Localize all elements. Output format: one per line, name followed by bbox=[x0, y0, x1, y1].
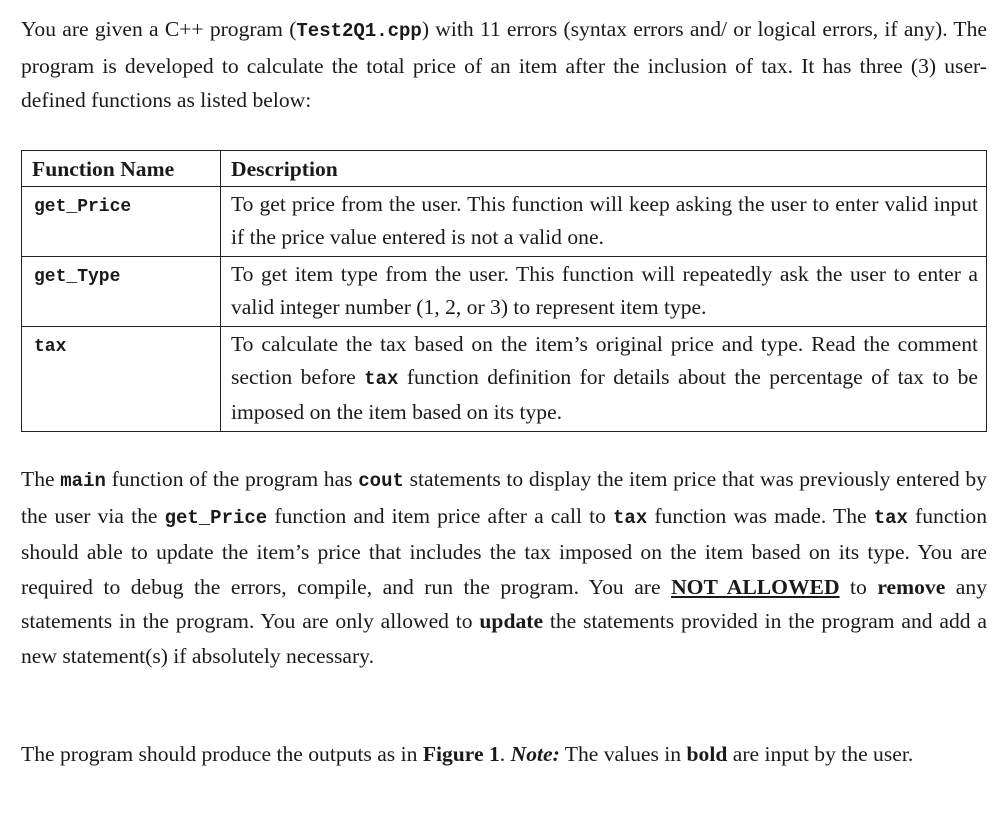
paragraph-text bbox=[21, 737, 987, 772]
intro-text-2: ) with 11 errors (syntax errors and/ or logical errors, if any). The program is developed to calculate the total price of an item after the inclusion of tax. It has three (3) user-defined functions as listed below: bbox=[21, 17, 987, 112]
text: function and item price after a call to bbox=[267, 503, 614, 528]
text: function should able to update the item’s price that includes the tax imposed on the item based on its type. You are required to debug the errors, compile, and run the program. You are bbox=[21, 503, 987, 599]
figure-reference: Figure 1 bbox=[422, 742, 500, 766]
text: to bbox=[839, 574, 878, 599]
table-row bbox=[22, 257, 987, 327]
text: . bbox=[499, 742, 511, 766]
bold-emphasis: bold bbox=[686, 742, 728, 766]
tax-code: tax bbox=[364, 368, 399, 390]
function-name-cell bbox=[22, 187, 221, 257]
text: The bbox=[21, 467, 61, 491]
remove-emphasis: remove bbox=[877, 574, 946, 599]
function-name: get_Price bbox=[34, 197, 132, 217]
table-header-row bbox=[22, 151, 987, 187]
tax-code: tax bbox=[873, 506, 908, 529]
get-price-code: get_Price bbox=[164, 506, 268, 529]
text: The program should produce the outputs as in bbox=[21, 742, 423, 766]
function-name-cell bbox=[22, 327, 221, 432]
function-table bbox=[21, 150, 987, 432]
text: any statements in the program. You are only allowed to bbox=[21, 574, 987, 633]
intro-paragraph bbox=[21, 12, 987, 118]
tax-code: tax bbox=[613, 506, 648, 529]
function-name: tax bbox=[34, 337, 67, 357]
tax-desc-part-2: function definition for details about the percentage of tax to be imposed on the item based on its type. bbox=[231, 365, 978, 424]
function-name: get_Type bbox=[34, 267, 121, 287]
intro-text bbox=[21, 12, 987, 118]
text: function was made. The bbox=[647, 503, 874, 528]
text: The values in bbox=[559, 742, 687, 766]
function-description: To get item type from the user. This function will repeatedly ask the user to enter a valid integer number (1, 2, or 3) to represent item type. bbox=[221, 257, 987, 327]
not-allowed-emphasis: NOT ALLOWED bbox=[671, 574, 840, 599]
filename-code: Test2Q1.cpp bbox=[296, 20, 422, 42]
function-description: To get price from the user. This function will keep asking the user to enter valid input if the price value entered is not a valid one. bbox=[221, 187, 987, 257]
function-description bbox=[221, 327, 987, 432]
main-function-paragraph bbox=[21, 462, 987, 673]
header-function-name: Function Name bbox=[22, 151, 221, 187]
text: the statements provided in the program and add a new statement(s) if absolutely necessary. bbox=[21, 609, 987, 668]
header-description: Description bbox=[221, 151, 987, 187]
update-emphasis: update bbox=[479, 609, 544, 633]
intro-text-1: You are given a C++ program ( bbox=[21, 17, 297, 41]
text: are input by the user. bbox=[727, 742, 914, 766]
output-note-paragraph bbox=[21, 737, 987, 772]
tax-desc-part-1: To calculate the tax based on the item’s original price and type. Read the comment section before bbox=[231, 332, 978, 389]
text: function of the program has bbox=[105, 467, 359, 491]
main-code: main bbox=[60, 470, 106, 492]
function-name-cell bbox=[22, 257, 221, 327]
note-label: Note: bbox=[510, 742, 560, 766]
cout-code: cout bbox=[358, 470, 404, 492]
text: statements to display the item price that was previously entered by the user via the bbox=[21, 467, 987, 528]
table-row bbox=[22, 187, 987, 257]
paragraph-text bbox=[21, 462, 987, 673]
table-row bbox=[22, 327, 987, 432]
